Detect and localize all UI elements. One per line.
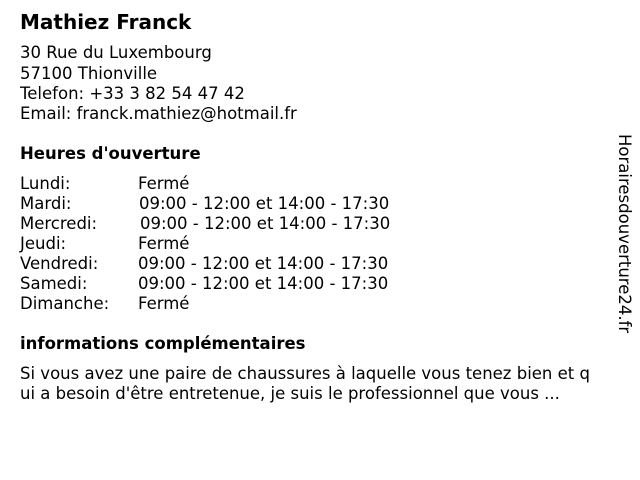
business-name: Mathiez Franck [20,10,192,34]
opening-hours-heading: Heures d'ouverture [20,144,201,163]
phone-line: Telefon: +33 3 82 54 47 42 [20,84,245,103]
day-hours: 09:00 - 12:00 et 14:00 - 17:30 [138,274,389,293]
hours-row-thursday [20,234,440,254]
hours-row-monday [20,174,440,194]
description-line-1: Si vous avez une paire de chaussures à laquelle vous tenez bien et q [20,364,590,383]
day-label: Mardi: [20,194,72,213]
day-hours: 09:00 - 12:00 et 14:00 - 17:30 [140,214,391,233]
day-hours: Fermé [138,294,190,313]
day-label: Lundi: [20,174,71,193]
day-label: Vendredi: [20,254,99,273]
email-line: Email: franck.mathiez@hotmail.fr [20,104,297,123]
day-hours: 09:00 - 12:00 et 14:00 - 17:30 [138,254,389,273]
day-label: Mercredi: [20,214,98,233]
day-label: Dimanche: [20,294,110,313]
hours-row-friday [20,254,440,274]
hours-row-sunday [20,294,440,314]
day-hours: Fermé [138,234,190,253]
day-hours: 09:00 - 12:00 et 14:00 - 17:30 [139,194,390,213]
hours-row-saturday [20,274,440,294]
watermark [612,134,636,374]
watermark-text: Horairesdouverture24.fr [615,134,634,334]
day-hours: Fermé [138,174,190,193]
address-city: 57100 Thionville [20,64,158,83]
additional-info-heading: informations complémentaires [20,334,306,353]
description-line-2: ui a besoin d'être entretenue, je suis le professionnel que vous ... [20,384,560,403]
day-label: Samedi: [20,274,88,293]
hours-row-tuesday [20,194,440,214]
address-street: 30 Rue du Luxembourg [20,43,212,62]
hours-row-wednesday [20,214,440,234]
day-label: Jeudi: [20,234,67,253]
